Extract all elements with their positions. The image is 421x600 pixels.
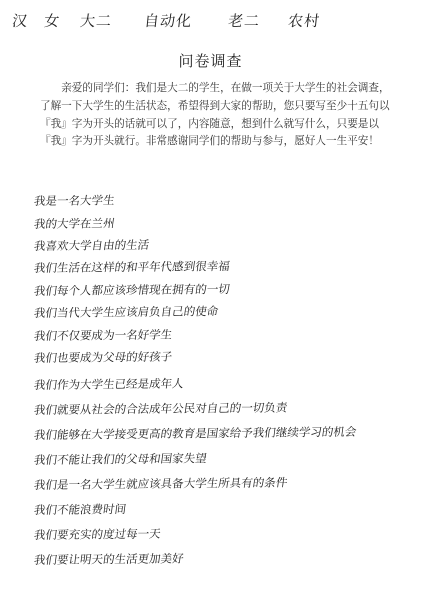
response-line: 我的大学在兰州 (33, 216, 116, 231)
questionnaire-title: 问卷调查 (178, 52, 243, 70)
ethnicity-field: 汉 (11, 12, 30, 30)
response-line: 我们要充实的度过每一天 (33, 526, 162, 542)
response-line: 我们作为大学生已经是成年人 (33, 376, 185, 392)
response-line: 我们不能浪费时间 (33, 502, 128, 517)
response-line: 我们当代大学生应该肩负自己的使命 (33, 304, 220, 320)
response-line: 我们生活在这样的和平年代感到很幸福 (33, 258, 231, 275)
response-line: 我是一名大学生 (33, 193, 116, 208)
response-line: 我喜欢大学自由的生活 (33, 237, 151, 253)
questionnaire-intro (40, 80, 392, 151)
intro-paragraph: 亲爱的同学们：我们是大二的学生，在做一项关于大学生的社会调查，了解一下大学生的生活状态，希望得到大家的帮助，您只要写至少十五句以『我』字为开头的话就可以了，内容随意，想到什么就写什么，只要是以『我』字为开头就行。非常感谢同学们的帮助与参与，愿好人一生平安！ (40, 82, 390, 148)
response-line: 我们也要成为父母的好孩子 (33, 349, 174, 365)
response-line: 我们是一名大学生就应该具备大学生所具有的条件 (33, 475, 289, 492)
grade-field: 大二 (79, 12, 114, 30)
response-line: 我们要让明天的生活更加美好 (33, 551, 185, 567)
gender-field: 女 (43, 12, 62, 30)
class-field: 老二 (227, 12, 262, 30)
response-line: 我们不仅要成为一名好学生 (33, 327, 174, 343)
response-line: 我们不能让我们的父母和国家失望 (33, 451, 208, 467)
response-line: 我们能够在大学接受更高的教育是国家给予我们继续学习的机会 (33, 424, 358, 442)
origin-field: 农村 (287, 12, 322, 30)
response-line: 我们每个人都应该珍惜现在拥有的一切 (33, 281, 231, 298)
respondent-info-line (7, 10, 415, 36)
major-field: 自动化 (143, 12, 194, 30)
response-line: 我们就要从社会的合法成年公民对自己的一切负责 (33, 400, 289, 417)
